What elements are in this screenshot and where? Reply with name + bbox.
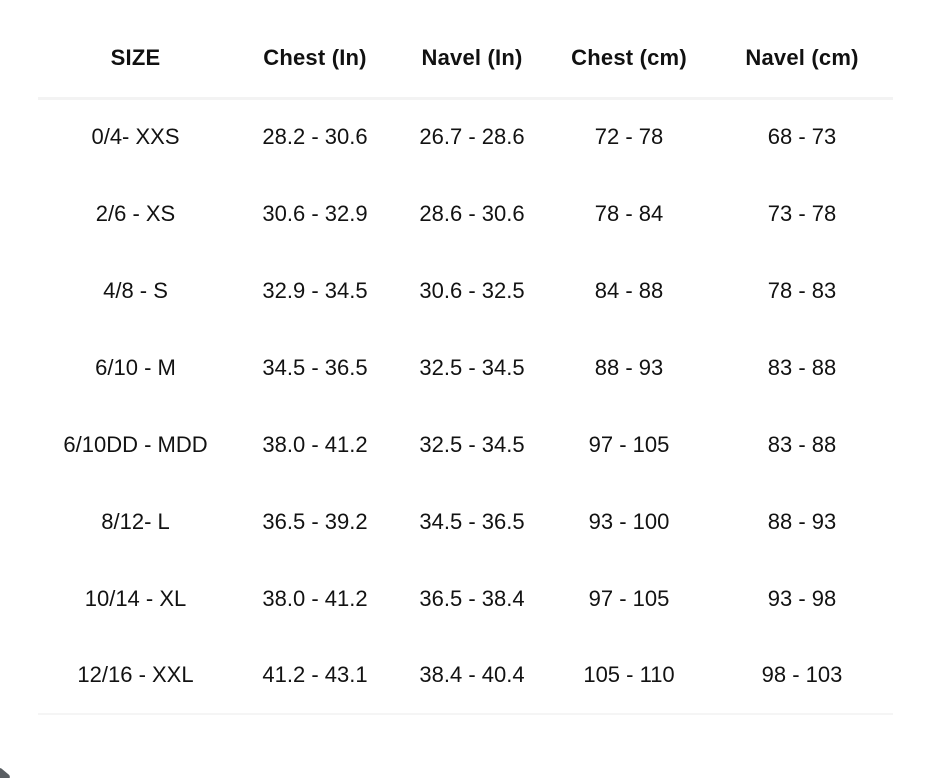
navel-in-value: 28.6 - 30.6 xyxy=(419,200,525,226)
chest-cm-value: 84 - 88 xyxy=(594,277,664,303)
size-label: 0/4- XXS xyxy=(91,124,180,150)
navel-in-value: 38.4 - 40.4 xyxy=(397,637,547,714)
clipped-corner-fragment xyxy=(0,767,11,778)
navel-in-value: 32.5 - 34.5 xyxy=(419,431,525,457)
table-row xyxy=(38,98,893,175)
navel-cm-value: 78 - 83 xyxy=(767,277,837,303)
navel-cm-value: 98 - 103 xyxy=(711,637,893,714)
chest-in-value: 36.5 - 39.2 xyxy=(262,508,368,534)
size-label: 6/10 - M xyxy=(95,354,176,380)
size-chart-body xyxy=(38,98,893,714)
table-row xyxy=(38,406,893,483)
table-row xyxy=(38,483,893,560)
chest-in-value: 34.5 - 36.5 xyxy=(262,354,368,380)
size-label: 4/8 - S xyxy=(103,277,168,303)
chest-in-value: 38.0 - 41.2 xyxy=(262,585,368,611)
table-row xyxy=(38,560,893,637)
navel-cm-value: 68 - 73 xyxy=(767,124,837,150)
header-row xyxy=(38,20,893,98)
size-label: 2/6 - XS xyxy=(95,200,176,226)
size-label: 12/16 - XXL xyxy=(38,637,233,714)
chest-in-value: 28.2 - 30.6 xyxy=(262,124,368,150)
size-chart-header xyxy=(38,20,893,98)
size-chart-table xyxy=(38,20,893,715)
chest-cm-value: 97 - 105 xyxy=(588,585,670,611)
navel-cm-value: 88 - 93 xyxy=(767,508,837,534)
navel-in-value: 26.7 - 28.6 xyxy=(419,124,525,150)
column-header-size: SIZE xyxy=(38,20,233,98)
size-label: 8/12- L xyxy=(101,508,170,534)
chest-cm-value: 72 - 78 xyxy=(594,124,664,150)
size-chart xyxy=(38,20,893,715)
column-header-navel-cm: Navel (cm) xyxy=(711,20,893,98)
chest-cm-value: 93 - 100 xyxy=(588,508,670,534)
table-row xyxy=(38,175,893,252)
table-row xyxy=(38,637,893,714)
chest-in-value: 32.9 - 34.5 xyxy=(262,277,368,303)
navel-in-value: 30.6 - 32.5 xyxy=(419,277,525,303)
chest-cm-value: 88 - 93 xyxy=(594,354,664,380)
chest-cm-value: 78 - 84 xyxy=(594,200,664,226)
column-header-navel-in: Navel (In) xyxy=(397,20,547,98)
chest-cm-value: 105 - 110 xyxy=(547,637,711,714)
navel-cm-value: 83 - 88 xyxy=(767,354,837,380)
navel-cm-value: 83 - 88 xyxy=(767,431,837,457)
table-row xyxy=(38,329,893,406)
navel-cm-value: 93 - 98 xyxy=(767,585,837,611)
column-header-chest-in: Chest (In) xyxy=(233,20,397,98)
chest-in-value: 38.0 - 41.2 xyxy=(262,431,368,457)
chest-in-value: 41.2 - 43.1 xyxy=(233,637,397,714)
size-label: 6/10DD - MDD xyxy=(63,431,208,457)
table-row xyxy=(38,252,893,329)
navel-in-value: 34.5 - 36.5 xyxy=(419,508,525,534)
navel-cm-value: 73 - 78 xyxy=(767,200,837,226)
size-label: 10/14 - XL xyxy=(84,585,187,611)
chest-cm-value: 97 - 105 xyxy=(588,431,670,457)
column-header-chest-cm: Chest (cm) xyxy=(547,20,711,98)
navel-in-value: 32.5 - 34.5 xyxy=(419,354,525,380)
navel-in-value: 36.5 - 38.4 xyxy=(419,585,525,611)
chest-in-value: 30.6 - 32.9 xyxy=(262,200,368,226)
